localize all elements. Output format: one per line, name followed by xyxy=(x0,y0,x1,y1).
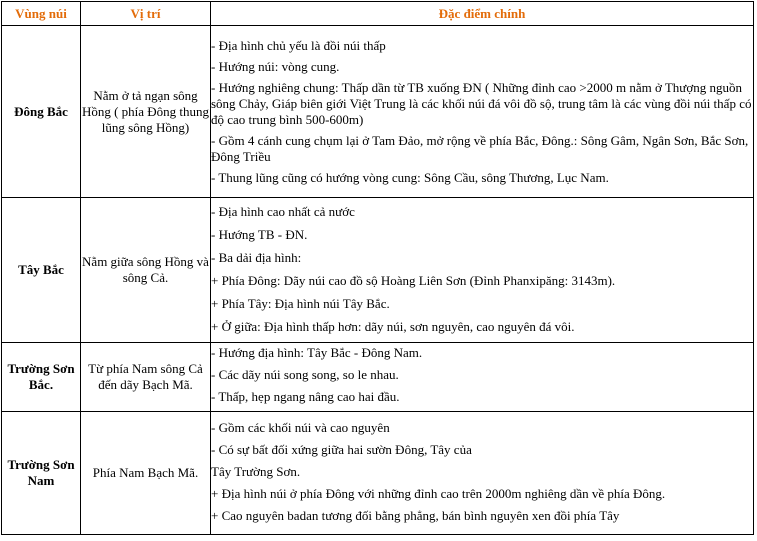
region-position xyxy=(81,26,211,198)
feature-line: Tây Trường Sơn. xyxy=(211,463,301,479)
feature-line: - Hướng nghiêng chung: Thấp dần từ TB xuống ĐN ( Những đỉnh cao >2000 m nằm ở Thượng nguồn sông Chảy, Giáp biên giới Việt Trung là các khối núi đá vôi đồ sộ, trung tâm là các vùng đồi núi thấp có độ cao trung bình 500-600m) xyxy=(211,79,752,127)
header-features: Đặc điểm chính xyxy=(211,2,754,26)
region-features xyxy=(211,198,754,343)
mountain-regions-table xyxy=(1,1,754,535)
feature-line: - Thấp, hẹp ngang nâng cao hai đầu. xyxy=(211,389,400,404)
table-row xyxy=(2,198,754,343)
header-position: Vị trí xyxy=(81,2,211,26)
position-line: Nằm giữa sông Hồng và sông Cả. xyxy=(82,254,209,285)
feature-line: - Các dãy núi song song, so le nhau. xyxy=(211,367,399,382)
region-name: Tây Bắc xyxy=(2,198,81,343)
feature-line: + Ở giữa: Địa hình thấp hơn: dãy núi, sơn nguyên, cao nguyên đá vôi. xyxy=(211,318,575,334)
table-row xyxy=(2,26,754,198)
position-line: Hồng ( phía Đông thung lũng sông Hồng) xyxy=(81,103,210,135)
feature-line: - Gồm các khối núi và cao nguyên xyxy=(211,419,390,435)
region-features xyxy=(211,412,754,535)
feature-line: + Địa hình núi ở phía Đông với những đỉnh cao trên 2000m nghiêng dần về phía Đông. xyxy=(211,485,666,501)
feature-line: - Thung lũng cũng có hướng vòng cung: Sông Cầu, sông Thương, Lục Nam. xyxy=(211,169,609,185)
feature-line: - Địa hình chủ yếu là đồi núi thấp xyxy=(211,37,386,53)
feature-line: - Hướng địa hình: Tây Bắc - Đông Nam. xyxy=(211,345,423,360)
region-features xyxy=(211,26,754,198)
header-region: Vùng núi xyxy=(2,2,81,26)
table-row xyxy=(2,343,754,412)
region-name: Đông Bắc xyxy=(2,26,81,198)
table-header-row xyxy=(2,2,754,26)
feature-line: + Phía Đông: Dãy núi cao đồ sộ Hoàng Liên Sơn (Đỉnh Phanxipăng: 3143m). xyxy=(211,272,616,288)
position-line: Nằm ở tả ngạn sông xyxy=(93,87,198,103)
feature-line: + Phía Tây: Địa hình núi Tây Bắc. xyxy=(211,295,390,311)
feature-line: - Hướng TB - ĐN. xyxy=(211,226,308,242)
region-position xyxy=(81,412,211,535)
feature-line: + Cao nguyên badan tương đối bằng phẳng, bán bình nguyên xen đồi phía Tây xyxy=(211,507,620,523)
feature-line: - Có sự bất đối xứng giữa hai sườn Đông, Tây của xyxy=(211,441,472,457)
feature-line: - Ba dải địa hình: xyxy=(211,249,302,265)
feature-line: - Gồm 4 cánh cung chụm lại ở Tam Đảo, mở rộng về phía Bắc, Đông.: Sông Gâm, Ngân Sơn, Bắc Sơn, Đông Triều xyxy=(211,132,749,164)
feature-line: - Địa hình cao nhất cả nước xyxy=(211,203,355,219)
region-name: Trường Sơn Bắc. xyxy=(2,343,81,412)
region-name: Trường Sơn Nam xyxy=(2,412,81,535)
region-position xyxy=(81,343,211,412)
position-line: Phía Nam Bạch Mã. xyxy=(92,465,199,480)
table-row xyxy=(2,412,754,535)
feature-line: - Hướng núi: vòng cung. xyxy=(211,58,340,74)
region-features xyxy=(211,343,754,412)
region-position xyxy=(81,198,211,343)
position-line: Từ phía Nam sông Cả đến dãy Bạch Mã. xyxy=(88,361,203,392)
